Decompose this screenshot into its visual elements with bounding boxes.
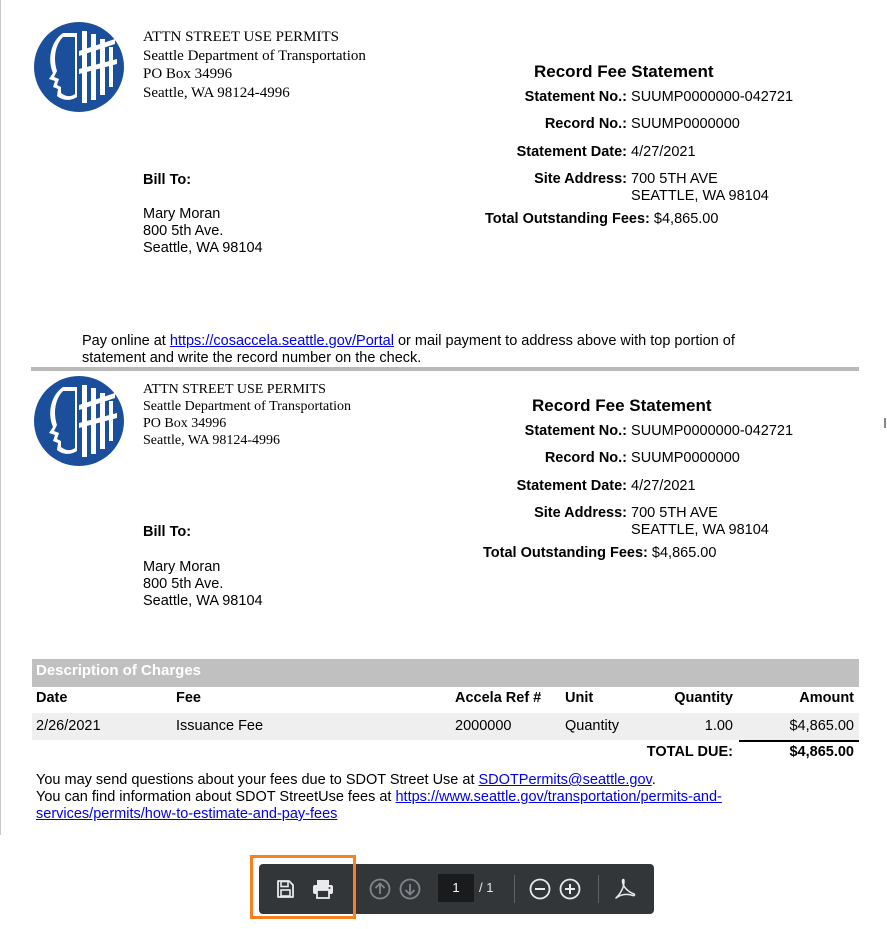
bill-to-address [143,206,263,257]
pay-note-prefix: Pay online at [82,333,170,349]
charges-section-header: Description of Charges [32,659,859,687]
seattle-logo-icon [33,21,125,113]
sender-line-1: ATTN STREET USE PERMITS [143,29,339,45]
col-header-amount: Amount [799,690,854,706]
site-address-line-2: SEATTLE, WA 98104 [631,522,769,538]
notes-line-1-prefix: You may send questions about your fees due to SDOT Street Use at [36,772,479,788]
site-address-label: Site Address: [534,505,627,521]
record-no-value: SUUMP0000000 [631,450,740,466]
previous-page-button[interactable] [366,875,394,903]
bill-to-name: Mary Moran [143,559,221,575]
sender-line-2: Seattle Department of Transportation [143,47,366,64]
total-outstanding-label: Total Outstanding Fees: [483,545,648,561]
statement-title: Record Fee Statement [532,396,712,415]
total-due-value: $4,865.00 [789,744,854,760]
record-no-label: Record No.: [544,450,627,466]
zoom-in-icon [559,878,581,900]
bill-to-name: Mary Moran [143,206,221,222]
site-address-value [631,505,769,539]
sender-line-3: PO Box 34996 [143,66,233,82]
pay-note-line-2: statement and write the record number on the check. [82,350,422,366]
page-number-input[interactable]: 1 [438,874,474,902]
notes-line-2-prefix: You can find information about SDOT StreetUse fees at [36,789,396,805]
fee-notes [36,772,722,823]
arrow-down-icon [399,878,421,900]
zoom-out-icon [529,878,551,900]
acrobat-icon [613,877,637,901]
bill-to-city: Seattle, WA 98104 [143,240,263,256]
statement-no-row [481,89,793,105]
col-header-fee: Fee [176,690,201,706]
site-address-line-1: 700 5TH AVE [631,171,718,187]
toolbar-separator [514,875,515,903]
statement-title: Record Fee Statement [534,62,714,81]
record-no-row [481,450,740,466]
site-address-row [481,505,769,539]
total-outstanding-row [485,211,718,227]
page-total: / 1 [479,880,494,895]
cell-ref: 2000000 [455,718,512,734]
fees-info-link[interactable]: https://www.seattle.gov/transportation/permits-and- [395,789,722,805]
notes-line-1-suffix: . [651,772,656,788]
arrow-up-icon [369,878,391,900]
portal-link[interactable]: https://cosaccela.seattle.gov/Portal [169,333,394,349]
fees-info-link-continued[interactable]: services/permits/how-to-estimate-and-pay-fees [36,806,338,822]
site-address-label: Site Address: [534,171,627,187]
highlight-box [250,855,356,919]
cell-unit: Quantity [565,718,619,734]
record-no-value: SUUMP0000000 [631,116,740,132]
total-due-label: TOTAL DUE: [646,744,733,760]
statement-no-row [481,423,793,439]
sender-line-1: ATTN STREET USE PERMITS [143,382,326,397]
col-header-ref: Accela Ref # [455,690,542,706]
statement-date-row [481,478,696,494]
sender-line-3: PO Box 34996 [143,416,227,431]
scroll-edge-mark [884,418,886,428]
site-address-value [631,171,769,205]
table-row [32,713,859,740]
zoom-out-button[interactable] [526,875,554,903]
col-header-unit: Unit [565,690,594,706]
sdot-email-link[interactable]: SDOTPermits@seattle.gov [478,772,652,788]
total-outstanding-value: $4,865.00 [653,211,719,227]
statement-date-value: 4/27/2021 [631,478,696,494]
sender-line-4: Seattle, WA 98124-4996 [143,84,290,101]
sender-address [143,28,366,102]
pay-note-suffix: or mail payment to address above with top portion of [393,333,735,349]
bill-to-label: Bill To: [143,524,192,540]
toolbar-separator [598,875,599,903]
open-in-acrobat-button[interactable] [611,875,639,903]
bill-to-street: 800 5th Ave. [143,223,224,239]
statement-no-label: Statement No.: [524,423,627,439]
statement-date-value: 4/27/2021 [631,144,696,160]
bill-to-address [143,559,263,610]
sender-address [143,381,351,449]
zoom-in-button[interactable] [556,875,584,903]
site-address-line-1: 700 5TH AVE [631,505,718,521]
record-no-row [481,116,740,132]
site-address-row [481,171,769,205]
statement-date-row [481,144,696,160]
bill-to-label: Bill To: [143,172,192,188]
record-no-label: Record No.: [544,116,627,132]
total-rule [739,740,859,742]
statement-no-value: SUUMP0000000-042721 [631,89,794,105]
cell-amount: $4,865.00 [789,718,854,734]
col-header-date: Date [36,690,68,706]
cell-quantity: 1.00 [704,718,733,734]
total-outstanding-value: $4,865.00 [651,545,717,561]
site-address-line-2: SEATTLE, WA 98104 [631,188,769,204]
total-outstanding-label: Total Outstanding Fees: [485,211,650,227]
total-outstanding-row [483,545,716,561]
statement-no-value: SUUMP0000000-042721 [631,423,794,439]
sender-line-4: Seattle, WA 98124-4996 [143,433,281,448]
next-page-button[interactable] [396,875,424,903]
bill-to-city: Seattle, WA 98104 [143,593,263,609]
seattle-logo-icon [33,375,125,467]
statement-date-label: Statement Date: [516,478,627,494]
cell-fee: Issuance Fee [176,718,264,734]
sender-line-2: Seattle Department of Transportation [143,399,352,414]
col-header-quantity: Quantity [674,690,733,706]
remittance-divider [31,367,859,371]
bill-to-street: 800 5th Ave. [143,576,224,592]
statement-no-label: Statement No.: [524,89,627,105]
pay-note [82,333,735,367]
statement-date-label: Statement Date: [516,144,627,160]
cell-date: 2/26/2021 [36,718,101,734]
